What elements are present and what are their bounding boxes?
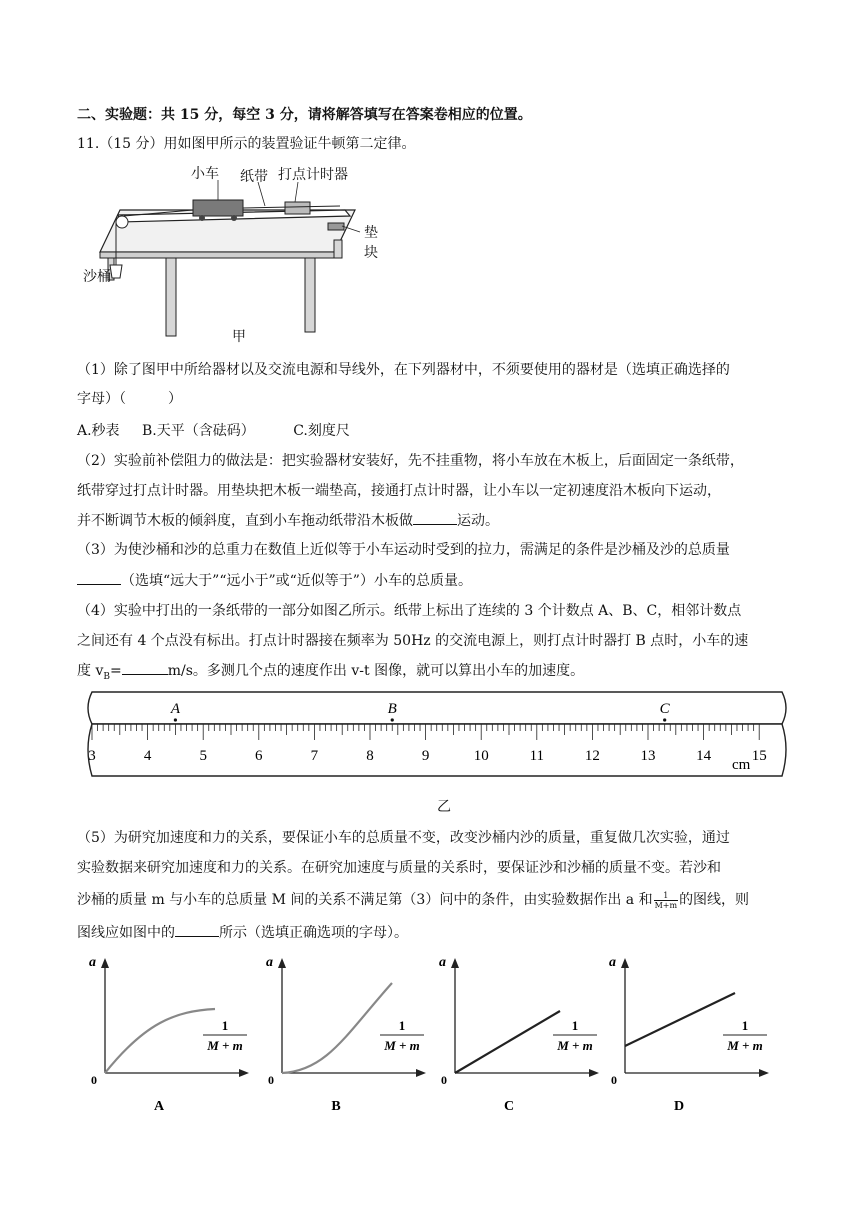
x-axis-denominator: M + m (384, 1038, 420, 1053)
answer-blank-5[interactable] (175, 922, 219, 937)
ruler-tick-label: 6 (255, 748, 263, 764)
graph-curve (455, 1011, 560, 1073)
part1-line2: 字母）（ ） (77, 391, 182, 407)
part5-line4-end: 所示（选填正确选项的字母）。 (219, 925, 408, 941)
count-point-label: B (387, 701, 397, 717)
x-axis-denominator: M + m (727, 1038, 763, 1053)
part4-unit: m/s。 (167, 663, 207, 679)
part2-line3 (77, 510, 499, 531)
y-axis-label: a (439, 955, 446, 970)
part5-line3 (77, 890, 749, 910)
x-axis-numerator: 1 (221, 1018, 229, 1033)
ruler-tick-label: 8 (366, 748, 374, 764)
part4-line3 (77, 660, 584, 687)
graph-curve (282, 983, 392, 1073)
part2-line3-end: 运动。 (457, 513, 499, 529)
count-point-label: C (659, 701, 670, 717)
part5-fraction (654, 891, 678, 910)
apparatus-drawing (80, 160, 380, 350)
graph-option-b (266, 955, 426, 1114)
question-intro: 11.（15 分）用如图甲所示的装置验证牛顿第二定律。 (77, 136, 416, 152)
x-axis-numerator: 1 (398, 1018, 406, 1033)
ruler-tick-label: 12 (584, 748, 600, 764)
label-cart: 小车 (191, 166, 219, 182)
ruler-tick-label: 15 (751, 748, 767, 764)
ruler-unit: cm (732, 757, 751, 773)
part5-line4 (77, 922, 408, 943)
graph-option-a (89, 955, 249, 1114)
y-axis-label: a (266, 955, 273, 970)
answer-blank-3[interactable] (77, 570, 121, 585)
ruler-tick-label: 10 (473, 748, 489, 764)
ruler-tick-label: 3 (88, 748, 96, 764)
x-axis-denominator: M + m (557, 1038, 593, 1053)
graph-option-d (609, 955, 769, 1114)
part4-line1: （4）实验中打出的一条纸带的一部分如图乙所示。纸带上标出了连续的 3 个计数点 A、B、C，相邻计数点 (77, 603, 742, 619)
y-axis-arrow (451, 958, 459, 968)
part5-line3-text: 沙桶的质量 m 与小车的总质量 M 间的关系不满足第（3）问中的条件，由实验数据作出 a 和 (77, 892, 653, 908)
origin-label: 0 (611, 1073, 617, 1087)
part4-velocity-label: 度 v (77, 663, 104, 679)
y-axis-label: a (89, 955, 96, 970)
answer-blank-2[interactable] (413, 510, 457, 525)
ruler-figure (84, 688, 790, 788)
ruler-drawing (84, 688, 790, 788)
part1-line1: （1）除了图甲中所给器材以及交流电源和导线外，在下列器材中，不须要使用的器材是（选填正确选择的 (77, 362, 730, 378)
ruler-tick-label: 11 (529, 748, 545, 764)
count-point-c (663, 718, 666, 721)
y-axis-arrow (621, 958, 629, 968)
part4-velocity-subscript: B (103, 671, 110, 682)
ruler-tick-label: 7 (310, 748, 319, 764)
part5-line1: （5）为研究加速度和力的关系，要保证小车的总质量不变，改变沙桶内沙的质量，重复做几次实验，通过 (77, 830, 730, 846)
graph-options (78, 952, 798, 1122)
label-bucket: 沙桶 (83, 269, 111, 285)
x-axis-arrow (239, 1069, 249, 1077)
part4-equals: = (109, 663, 122, 679)
part4-line3-text: 多测几个点的速度作出 v-t 图像，就可以算出小车的加速度。 (206, 663, 585, 679)
part2-line3-text: 并不断调节木板的倾斜度，直到小车拖动纸带沿木板做 (77, 513, 413, 529)
graph-options-drawing (78, 952, 798, 1122)
part5-line4-text: 图线应如图中的 (77, 925, 175, 941)
section-heading: 二、实验题：共 15 分，每空 3 分，请将解答填写在答案卷相应的位置。 (77, 107, 532, 123)
figure-caption-yi: 乙 (437, 799, 451, 815)
option-b: B.天平（含砝码） (142, 423, 255, 439)
count-point-a (174, 718, 177, 721)
part2-line2: 纸带穿过打点计时器。用垫块把木板一端垫高，接通打点计时器，让小车以一定初速度沿木板向下运动， (77, 483, 721, 499)
graph-curve (105, 1009, 215, 1073)
ruler-tick-label: 13 (640, 748, 656, 764)
x-axis-arrow (589, 1069, 599, 1077)
x-axis-numerator: 1 (571, 1018, 579, 1033)
fraction-denominator: M+m (654, 900, 678, 910)
label-tape: 纸带 (240, 169, 268, 185)
ruler-tick-label: 4 (143, 748, 152, 764)
figure-caption-jia: 甲 (232, 329, 246, 345)
option-a: A.秒表 (77, 423, 120, 439)
graph-caption: C (503, 1099, 515, 1114)
ruler-tick-label: 14 (696, 748, 712, 764)
origin-label: 0 (268, 1073, 274, 1087)
part4-line2: 之间还有 4 个点没有标出。打点计时器接在频率为 50Hz 的交流电源上，则打点计时器打 B 点时，小车的速 (77, 633, 749, 649)
graph-caption: D (673, 1099, 685, 1114)
y-axis-label: a (609, 955, 616, 970)
x-axis-numerator: 1 (741, 1018, 749, 1033)
part3-line2-text: （选填“远大于”“远小于”或“近似等于”）小车的总质量。 (121, 573, 472, 589)
label-block: 垫块 (364, 225, 378, 261)
part1-options (77, 421, 350, 441)
y-axis-arrow (101, 958, 109, 968)
answer-blank-4[interactable] (122, 660, 168, 675)
graph-curve (625, 993, 735, 1046)
apparatus-figure (80, 160, 380, 350)
x-axis-arrow (416, 1069, 426, 1077)
part5-line2: 实验数据来研究加速度和力的关系。在研究加速度与质量的关系时，要保证沙和沙桶的质量不变。若沙和 (77, 860, 721, 876)
graph-caption: A (153, 1099, 165, 1114)
fraction-numerator: 1 (654, 891, 678, 901)
part3-line2 (77, 570, 472, 591)
option-c: C.刻度尺 (293, 423, 350, 439)
count-point-label: A (170, 701, 180, 717)
origin-label: 0 (91, 1073, 97, 1087)
graph-caption: B (331, 1099, 341, 1114)
part2-line1: （2）实验前补偿阻力的做法是：把实验器材安装好，先不挂重物，将小车放在木板上，后面固定一条纸带， (77, 453, 744, 469)
ruler-tick-label: 9 (421, 748, 430, 764)
graph-option-c (439, 955, 599, 1114)
x-axis-arrow (759, 1069, 769, 1077)
ruler-tick-label: 5 (199, 748, 207, 764)
part3-line1: （3）为使沙桶和沙的总重力在数值上近似等于小车运动时受到的拉力，需满足的条件是沙桶及沙的总质量 (77, 542, 730, 558)
count-point-b (391, 718, 394, 721)
x-axis-denominator: M + m (207, 1038, 243, 1053)
origin-label: 0 (441, 1073, 447, 1087)
label-timer: 打点计时器 (278, 167, 348, 183)
y-axis-arrow (278, 958, 286, 968)
part5-line3-end: 的图线，则 (679, 892, 750, 908)
